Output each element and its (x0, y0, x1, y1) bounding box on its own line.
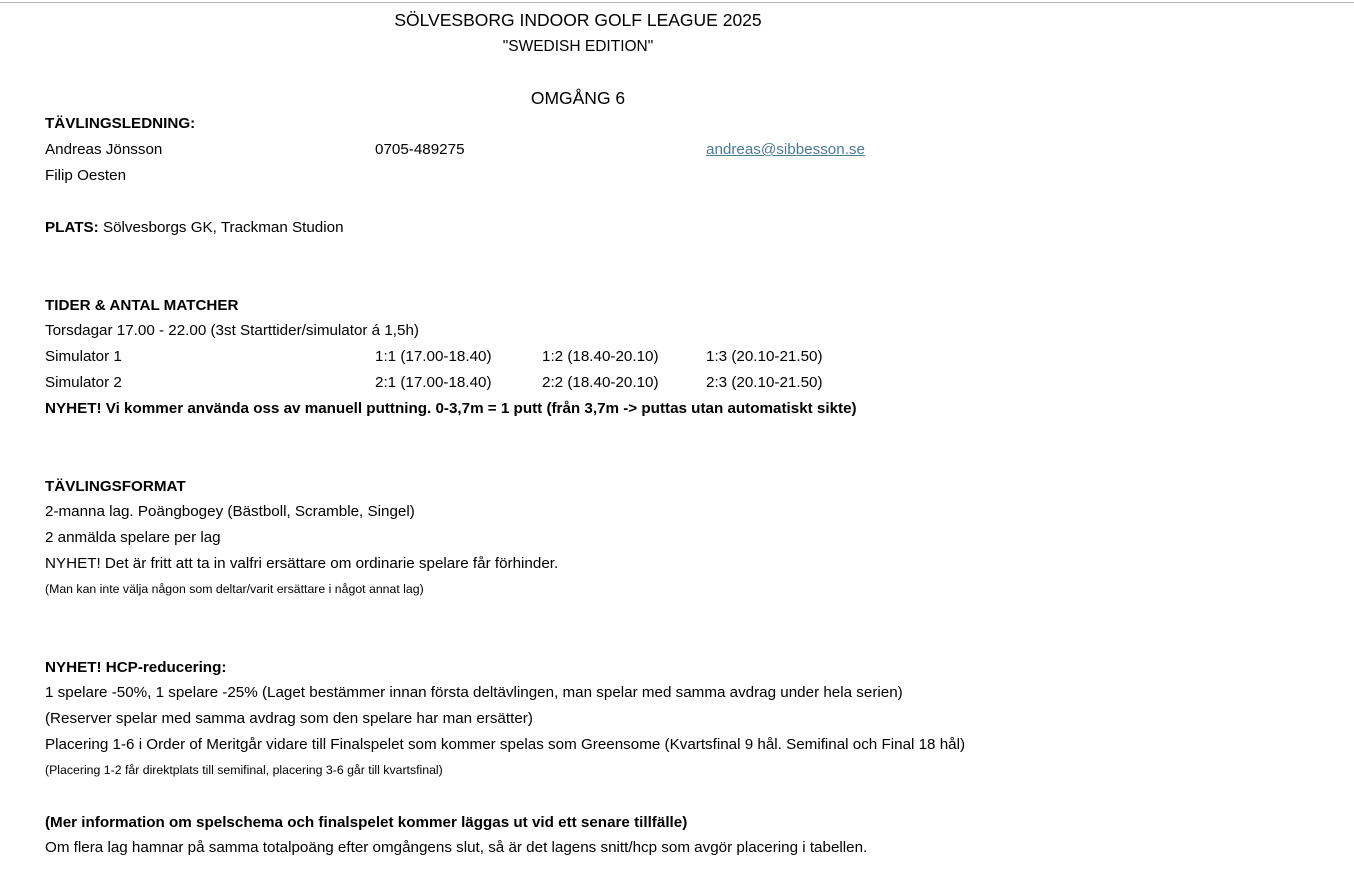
simulator-2-label: Simulator 2 (45, 373, 122, 391)
footer-bold-note: (Mer information om spelschema och finalspelet kommer läggas ut vid ett senare tillfälle) (45, 813, 688, 831)
document-title: SÖLVESBORG INDOOR GOLF LEAGUE 2025 (394, 10, 762, 30)
contact-name: Andreas Jönsson (45, 141, 163, 159)
schedule-heading: TIDER & ANTAL MATCHER (45, 296, 239, 314)
document-page (45, 8, 1111, 861)
venue-label: PLATS: (45, 218, 99, 236)
hcp-line-reduction: 1 spelare -50%, 1 spelare -25% (Laget bestämmer innan första deltävlingen, man spelar med samma avdrag under hela serien) (45, 684, 903, 702)
simulator-2-slot-2: 2:2 (18.40-20.10) (542, 373, 659, 391)
format-heading: TÄVLINGSFORMAT (45, 477, 186, 495)
hcp-small-note: (Placering 1-2 får direktplats till semifinal, placering 3-6 går till kvartsfinal) (45, 762, 443, 777)
document-subtitle: "SWEDISH EDITION" (502, 37, 654, 55)
simulator-2-slot-1: 2:1 (17.00-18.40) (375, 373, 492, 391)
schedule-row-simulator-1 (45, 344, 1111, 370)
simulator-1-slot-2: 1:2 (18.40-20.10) (542, 348, 659, 366)
simulator-1-slot-1: 1:1 (17.00-18.40) (375, 348, 492, 366)
contact-email-link[interactable]: andreas@sibbesson.se (706, 141, 865, 159)
format-small-note: (Man kan inte välja någon som deltar/varit ersättare i något annat lag) (45, 581, 424, 596)
venue-value: Sölvesborgs GK, Trackman Studion (98, 218, 344, 236)
simulator-1-label: Simulator 1 (45, 348, 122, 366)
simulator-2-slot-3: 2:3 (20.10-21.50) (706, 373, 823, 391)
page-top-divider (0, 2, 1354, 3)
management-contact-row (45, 137, 1111, 163)
hcp-line-reserves: (Reserver spelar med samma avdrag som den spelare har man ersätter) (45, 710, 533, 728)
round-heading: OMGÅNG 6 (530, 87, 626, 108)
management-heading: TÄVLINGSLEDNING: (45, 115, 196, 133)
format-line-teams: 2-manna lag. Poängbogey (Bästboll, Scramble, Singel) (45, 503, 415, 521)
hcp-line-placering: Placering 1-6 i Order of Meritgår vidare till Finalspelet som kommer spelas som Greensome (Kvartsfinal 9 hål. Semifinal och Final 18 hål) (45, 735, 966, 753)
format-line-players: 2 anmälda spelare per lag (45, 529, 221, 547)
management-second-member: Filip Oesten (45, 166, 127, 184)
hcp-heading: NYHET! HCP-reducering: (45, 658, 227, 676)
putting-rule-note: NYHET! Vi kommer använda oss av manuell puttning. 0-3,7m = 1 putt (från 3,7m -> puttas utan automatiskt sikte) (45, 399, 857, 417)
simulator-1-slot-3: 1:3 (20.10-21.50) (706, 348, 823, 366)
schedule-row-simulator-2 (45, 370, 1111, 396)
schedule-days-line: Torsdagar 17.00 - 22.00 (3st Starttider/simulator á 1,5h) (45, 322, 419, 340)
format-line-substitutes: NYHET! Det är fritt att ta in valfri ersättare om ordinarie spelare får förhinder. (45, 554, 559, 572)
contact-phone: 0705-489275 (375, 141, 465, 159)
footer-tiebreak-line: Om flera lag hamnar på samma totalpoäng efter omgångens slut, så är det lagens snitt/hcp som avgör placering i tabellen. (45, 839, 868, 857)
venue-row (45, 215, 1111, 241)
